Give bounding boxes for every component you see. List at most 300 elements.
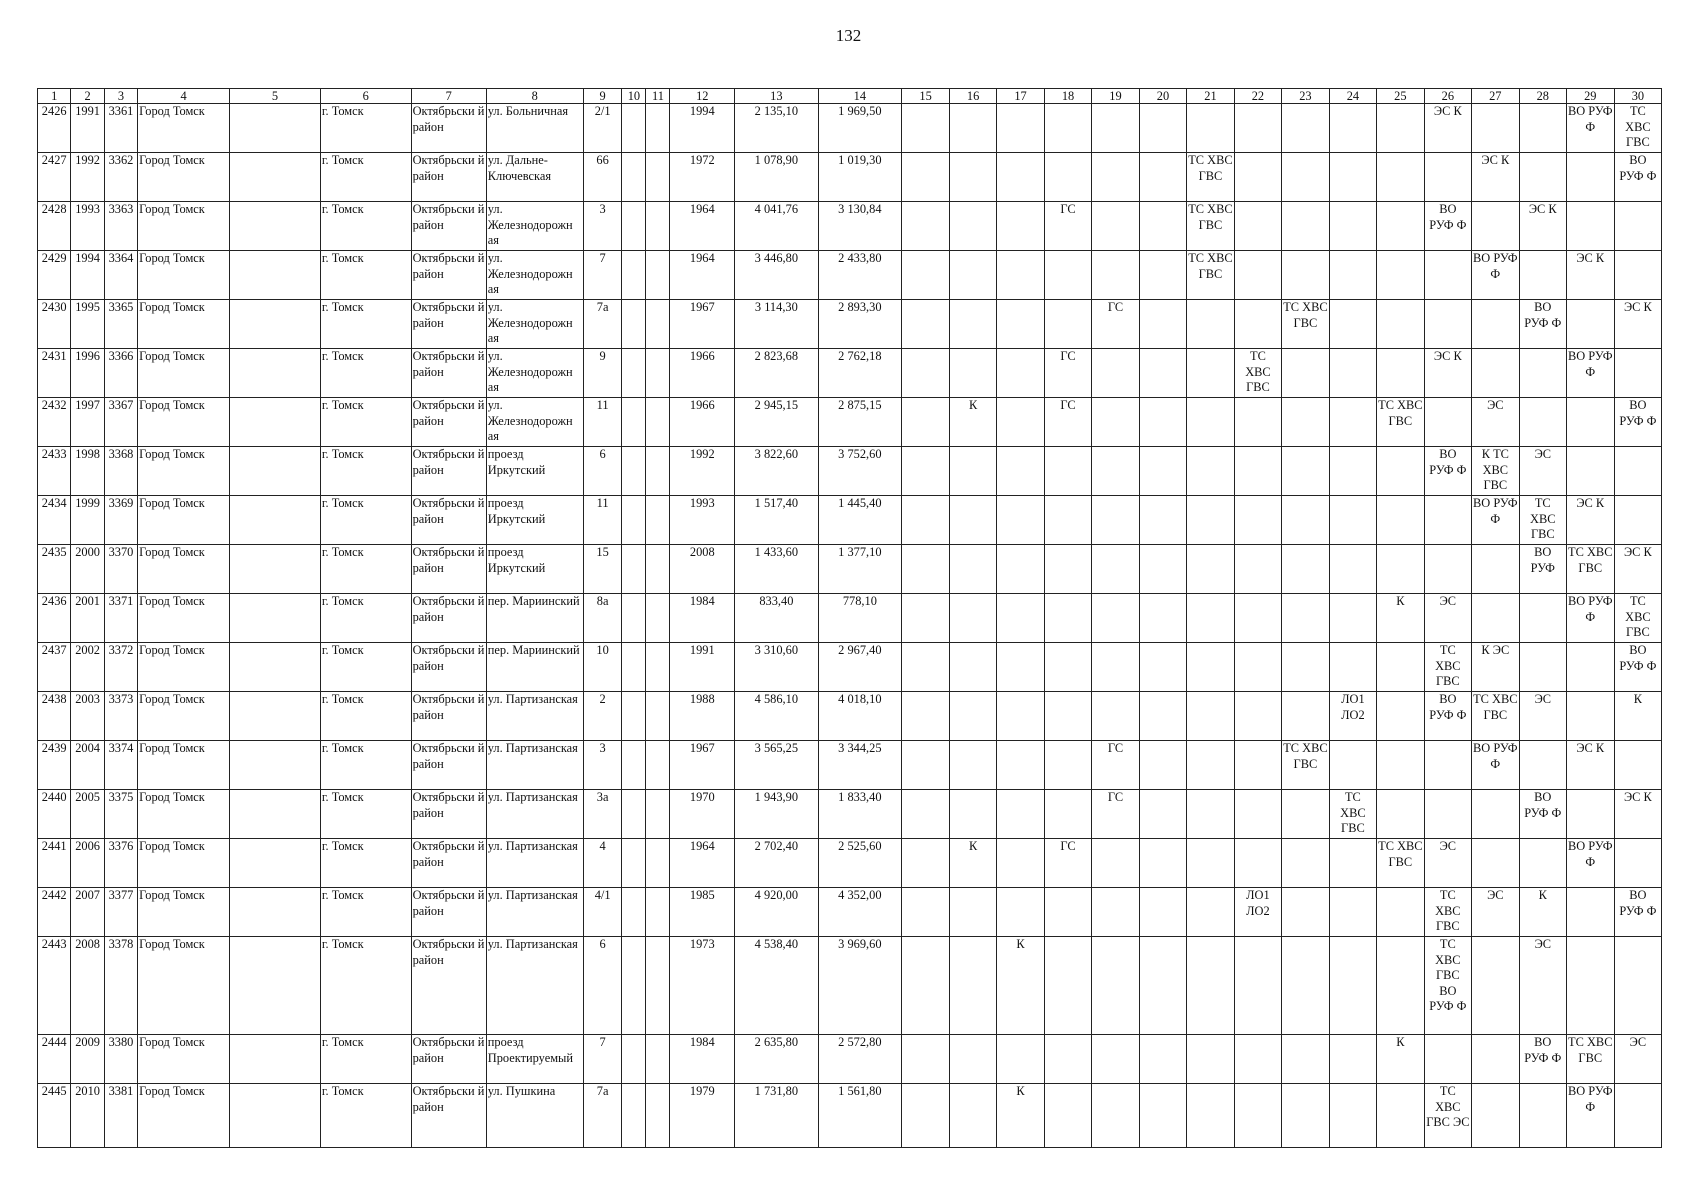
table-cell-col-14: 2 967,40 xyxy=(818,643,901,692)
table-cell-col-7: Октябрьски й район xyxy=(411,545,486,594)
table-cell-col-28 xyxy=(1519,1084,1566,1148)
table-cell-col-7: Октябрьски й район xyxy=(411,300,486,349)
table-cell-col-4: Город Томск xyxy=(138,300,230,349)
table-cell-col-20 xyxy=(1140,937,1187,1035)
table-cell-col-1: 2426 xyxy=(38,104,71,153)
table-cell-col-17 xyxy=(997,741,1045,790)
table-cell-col-29 xyxy=(1566,202,1614,251)
table-cell-col-9: 4/1 xyxy=(583,888,622,937)
table-cell-col-14: 1 833,40 xyxy=(818,790,901,839)
table-cell-col-5 xyxy=(230,447,321,496)
table-cell-col-10 xyxy=(622,741,646,790)
table-cell-col-26: ЭС К xyxy=(1424,104,1471,153)
table-cell-col-6: г. Томск xyxy=(320,790,411,839)
table-cell-col-13: 3 822,60 xyxy=(735,447,818,496)
table-cell-col-16 xyxy=(950,202,997,251)
table-cell-col-11 xyxy=(646,496,670,545)
table-cell-col-2: 1994 xyxy=(71,251,104,300)
table-cell-col-27 xyxy=(1471,202,1519,251)
table-cell-col-24 xyxy=(1329,888,1376,937)
table-cell-col-7: Октябрьски й район xyxy=(411,104,486,153)
column-number-row xyxy=(38,89,1662,104)
table-cell-col-26: ЭС xyxy=(1424,839,1471,888)
table-cell-col-15 xyxy=(902,398,950,447)
table-cell-col-30: ЭС К xyxy=(1614,790,1661,839)
table-cell-col-30 xyxy=(1614,447,1661,496)
table-cell-col-30: ЭС xyxy=(1614,1035,1661,1084)
table-cell-col-27 xyxy=(1471,839,1519,888)
table-cell-col-29 xyxy=(1566,888,1614,937)
table-cell-col-12: 1967 xyxy=(670,741,735,790)
table-cell-col-3: 3372 xyxy=(104,643,137,692)
table-cell-col-24 xyxy=(1329,545,1376,594)
table-row xyxy=(38,1084,1662,1148)
table-cell-col-26 xyxy=(1424,251,1471,300)
table-cell-col-5 xyxy=(230,937,321,1035)
column-header-11: 11 xyxy=(646,89,670,104)
table-cell-col-29 xyxy=(1566,300,1614,349)
table-cell-col-9: 7 xyxy=(583,1035,622,1084)
table-cell-col-9: 7а xyxy=(583,300,622,349)
table-cell-col-4: Город Томск xyxy=(138,1084,230,1148)
table-cell-col-4: Город Томск xyxy=(138,692,230,741)
table-cell-col-29 xyxy=(1566,398,1614,447)
table-cell-col-30: ТС ХВС ГВС xyxy=(1614,104,1661,153)
table-cell-col-22 xyxy=(1234,447,1281,496)
table-row xyxy=(38,447,1662,496)
table-cell-col-30: ВО РУФ Ф xyxy=(1614,888,1661,937)
table-cell-col-21 xyxy=(1186,349,1234,398)
table-cell-col-11 xyxy=(646,839,670,888)
table-cell-col-3: 3371 xyxy=(104,594,137,643)
column-header-18: 18 xyxy=(1045,89,1092,104)
table-cell-col-13: 2 945,15 xyxy=(735,398,818,447)
table-cell-col-5 xyxy=(230,349,321,398)
table-cell-col-14: 4 018,10 xyxy=(818,692,901,741)
table-cell-col-9: 2/1 xyxy=(583,104,622,153)
table-cell-col-10 xyxy=(622,349,646,398)
table-cell-col-11 xyxy=(646,153,670,202)
table-cell-col-7: Октябрьски й район xyxy=(411,888,486,937)
table-cell-col-20 xyxy=(1140,888,1187,937)
table-cell-col-2: 1995 xyxy=(71,300,104,349)
table-cell-col-25 xyxy=(1376,888,1424,937)
column-header-22: 22 xyxy=(1234,89,1281,104)
table-cell-col-27 xyxy=(1471,1084,1519,1148)
table-cell-col-28 xyxy=(1519,251,1566,300)
table-cell-col-16 xyxy=(950,692,997,741)
table-cell-col-5 xyxy=(230,153,321,202)
table-cell-col-11 xyxy=(646,594,670,643)
table-cell-col-26: ЭС xyxy=(1424,594,1471,643)
table-cell-col-18 xyxy=(1045,1084,1092,1148)
table-cell-col-12: 1994 xyxy=(670,104,735,153)
table-cell-col-13: 1 078,90 xyxy=(735,153,818,202)
table-row xyxy=(38,202,1662,251)
table-cell-col-2: 1993 xyxy=(71,202,104,251)
table-cell-col-23: ТС ХВС ГВС xyxy=(1281,300,1329,349)
table-cell-col-6: г. Томск xyxy=(320,741,411,790)
table-cell-col-1: 2438 xyxy=(38,692,71,741)
table-cell-col-8: ул. Железнодорожн ая xyxy=(486,349,583,398)
table-cell-col-7: Октябрьски й район xyxy=(411,153,486,202)
table-cell-col-9: 3а xyxy=(583,790,622,839)
table-cell-col-18: ГС xyxy=(1045,839,1092,888)
table-cell-col-23 xyxy=(1281,545,1329,594)
table-cell-col-27 xyxy=(1471,545,1519,594)
table-cell-col-20 xyxy=(1140,594,1187,643)
table-cell-col-28 xyxy=(1519,398,1566,447)
table-cell-col-14: 1 019,30 xyxy=(818,153,901,202)
table-cell-col-4: Город Томск xyxy=(138,888,230,937)
table-cell-col-24 xyxy=(1329,937,1376,1035)
table-cell-col-12: 1992 xyxy=(670,447,735,496)
table-cell-col-18 xyxy=(1045,937,1092,1035)
table-cell-col-5 xyxy=(230,1084,321,1148)
table-cell-col-6: г. Томск xyxy=(320,545,411,594)
table-cell-col-2: 2000 xyxy=(71,545,104,594)
table-cell-col-4: Город Томск xyxy=(138,790,230,839)
table-cell-col-8: пер. Мариинский xyxy=(486,594,583,643)
table-cell-col-28 xyxy=(1519,594,1566,643)
table-cell-col-4: Город Томск xyxy=(138,545,230,594)
table-cell-col-4: Город Томск xyxy=(138,398,230,447)
table-row xyxy=(38,594,1662,643)
table-cell-col-20 xyxy=(1140,545,1187,594)
housing-table xyxy=(37,88,1662,1148)
column-header-16: 16 xyxy=(950,89,997,104)
table-cell-col-7: Октябрьски й район xyxy=(411,1084,486,1148)
table-cell-col-3: 3378 xyxy=(104,937,137,1035)
table-cell-col-23 xyxy=(1281,447,1329,496)
table-cell-col-6: г. Томск xyxy=(320,1084,411,1148)
table-cell-col-7: Октябрьски й район xyxy=(411,447,486,496)
table-cell-col-4: Город Томск xyxy=(138,447,230,496)
table-cell-col-19 xyxy=(1092,692,1140,741)
column-header-25: 25 xyxy=(1376,89,1424,104)
table-row xyxy=(38,741,1662,790)
table-cell-col-25 xyxy=(1376,545,1424,594)
table-cell-col-24 xyxy=(1329,496,1376,545)
table-cell-col-11 xyxy=(646,888,670,937)
table-cell-col-19 xyxy=(1092,496,1140,545)
table-cell-col-11 xyxy=(646,202,670,251)
table-cell-col-19: ГС xyxy=(1092,300,1140,349)
table-cell-col-19 xyxy=(1092,447,1140,496)
table-cell-col-15 xyxy=(902,594,950,643)
table-cell-col-18 xyxy=(1045,888,1092,937)
table-cell-col-22 xyxy=(1234,937,1281,1035)
table-cell-col-17 xyxy=(997,153,1045,202)
table-cell-col-26 xyxy=(1424,741,1471,790)
table-cell-col-23 xyxy=(1281,349,1329,398)
table-cell-col-3: 3375 xyxy=(104,790,137,839)
table-cell-col-18 xyxy=(1045,594,1092,643)
table-cell-col-23: ТС ХВС ГВС xyxy=(1281,741,1329,790)
table-cell-col-11 xyxy=(646,349,670,398)
table-cell-col-16 xyxy=(950,104,997,153)
table-cell-col-28: ЭС xyxy=(1519,937,1566,1035)
table-cell-col-14: 2 762,18 xyxy=(818,349,901,398)
table-cell-col-5 xyxy=(230,790,321,839)
table-cell-col-8: ул. Железнодорожн ая xyxy=(486,300,583,349)
table-cell-col-19 xyxy=(1092,1084,1140,1148)
table-cell-col-12: 1966 xyxy=(670,398,735,447)
table-cell-col-1: 2435 xyxy=(38,545,71,594)
table-cell-col-18 xyxy=(1045,251,1092,300)
table-cell-col-14: 2 433,80 xyxy=(818,251,901,300)
table-cell-col-8: ул. Партизанская xyxy=(486,888,583,937)
table-cell-col-30 xyxy=(1614,741,1661,790)
table-cell-col-2: 1992 xyxy=(71,153,104,202)
table-cell-col-11 xyxy=(646,790,670,839)
table-cell-col-17 xyxy=(997,839,1045,888)
table-cell-col-16 xyxy=(950,741,997,790)
table-cell-col-7: Октябрьски й район xyxy=(411,251,486,300)
table-cell-col-7: Октябрьски й район xyxy=(411,937,486,1035)
table-cell-col-23 xyxy=(1281,153,1329,202)
table-cell-col-22 xyxy=(1234,153,1281,202)
table-cell-col-6: г. Томск xyxy=(320,839,411,888)
table-cell-col-8: проезд Иркутский xyxy=(486,447,583,496)
table-cell-col-29 xyxy=(1566,692,1614,741)
table-cell-col-18: ГС xyxy=(1045,202,1092,251)
table-cell-col-14: 2 525,60 xyxy=(818,839,901,888)
table-cell-col-8: ул. Дальне-Ключевская xyxy=(486,153,583,202)
table-cell-col-8: ул. Пушкина xyxy=(486,1084,583,1148)
table-cell-col-12: 1967 xyxy=(670,300,735,349)
table-cell-col-15 xyxy=(902,692,950,741)
table-cell-col-14: 3 969,60 xyxy=(818,937,901,1035)
table-cell-col-16 xyxy=(950,349,997,398)
table-cell-col-30: ВО РУФ Ф xyxy=(1614,153,1661,202)
table-cell-col-25 xyxy=(1376,496,1424,545)
table-cell-col-25 xyxy=(1376,447,1424,496)
table-cell-col-4: Город Томск xyxy=(138,104,230,153)
table-cell-col-22 xyxy=(1234,643,1281,692)
table-cell-col-30 xyxy=(1614,251,1661,300)
table-cell-col-29 xyxy=(1566,153,1614,202)
table-cell-col-13: 1 943,90 xyxy=(735,790,818,839)
table-cell-col-10 xyxy=(622,300,646,349)
table-cell-col-30 xyxy=(1614,1084,1661,1148)
table-cell-col-22 xyxy=(1234,251,1281,300)
table-cell-col-15 xyxy=(902,300,950,349)
table-cell-col-21 xyxy=(1186,937,1234,1035)
table-cell-col-4: Город Томск xyxy=(138,153,230,202)
table-cell-col-3: 3365 xyxy=(104,300,137,349)
table-cell-col-2: 2009 xyxy=(71,1035,104,1084)
table-cell-col-29: ВО РУФ Ф xyxy=(1566,104,1614,153)
table-cell-col-27 xyxy=(1471,594,1519,643)
table-cell-col-4: Город Томск xyxy=(138,202,230,251)
column-header-15: 15 xyxy=(902,89,950,104)
table-cell-col-20 xyxy=(1140,1084,1187,1148)
table-cell-col-19: ГС xyxy=(1092,741,1140,790)
table-cell-col-28: ЭС xyxy=(1519,447,1566,496)
table-cell-col-7: Октябрьски й район xyxy=(411,398,486,447)
table-cell-col-29: ЭС К xyxy=(1566,496,1614,545)
table-cell-col-12: 1973 xyxy=(670,937,735,1035)
table-cell-col-14: 2 572,80 xyxy=(818,1035,901,1084)
table-cell-col-4: Город Томск xyxy=(138,1035,230,1084)
table-cell-col-27 xyxy=(1471,790,1519,839)
table-cell-col-20 xyxy=(1140,104,1187,153)
table-cell-col-20 xyxy=(1140,398,1187,447)
table-cell-col-16 xyxy=(950,888,997,937)
table-cell-col-21 xyxy=(1186,1035,1234,1084)
table-cell-col-20 xyxy=(1140,153,1187,202)
table-cell-col-11 xyxy=(646,741,670,790)
table-cell-col-25: К xyxy=(1376,1035,1424,1084)
column-header-7: 7 xyxy=(411,89,486,104)
table-cell-col-12: 1984 xyxy=(670,1035,735,1084)
table-cell-col-16 xyxy=(950,251,997,300)
column-header-6: 6 xyxy=(320,89,411,104)
table-cell-col-17 xyxy=(997,888,1045,937)
table-cell-col-17 xyxy=(997,594,1045,643)
table-cell-col-4: Город Томск xyxy=(138,937,230,1035)
table-cell-col-13: 3 310,60 xyxy=(735,643,818,692)
table-cell-col-2: 2003 xyxy=(71,692,104,741)
table-cell-col-12: 1979 xyxy=(670,1084,735,1148)
table-cell-col-25: ТС ХВС ГВС xyxy=(1376,398,1424,447)
table-cell-col-22: ЛО1 ЛО2 xyxy=(1234,888,1281,937)
table-cell-col-12: 1985 xyxy=(670,888,735,937)
table-cell-col-5 xyxy=(230,496,321,545)
table-cell-col-10 xyxy=(622,496,646,545)
table-cell-col-17 xyxy=(997,349,1045,398)
table-row xyxy=(38,545,1662,594)
table-cell-col-24: ЛО1 ЛО2 xyxy=(1329,692,1376,741)
table-cell-col-8: ул. Партизанская xyxy=(486,839,583,888)
table-cell-col-26: ВО РУФ Ф xyxy=(1424,447,1471,496)
table-cell-col-22 xyxy=(1234,398,1281,447)
table-cell-col-19 xyxy=(1092,594,1140,643)
table-cell-col-25 xyxy=(1376,937,1424,1035)
table-cell-col-30 xyxy=(1614,496,1661,545)
table-cell-col-23 xyxy=(1281,839,1329,888)
table-cell-col-24: ТС ХВС ГВС xyxy=(1329,790,1376,839)
table-cell-col-21: ТС ХВС ГВС xyxy=(1186,153,1234,202)
table-cell-col-18 xyxy=(1045,790,1092,839)
table-cell-col-16 xyxy=(950,790,997,839)
table-cell-col-10 xyxy=(622,251,646,300)
table-cell-col-3: 3370 xyxy=(104,545,137,594)
table-row xyxy=(38,1035,1662,1084)
table-cell-col-19 xyxy=(1092,545,1140,594)
table-cell-col-29 xyxy=(1566,790,1614,839)
table-cell-col-5 xyxy=(230,741,321,790)
table-cell-col-12: 1970 xyxy=(670,790,735,839)
table-cell-col-11 xyxy=(646,643,670,692)
table-cell-col-5 xyxy=(230,202,321,251)
table-cell-col-2: 2001 xyxy=(71,594,104,643)
table-cell-col-19 xyxy=(1092,104,1140,153)
table-cell-col-24 xyxy=(1329,251,1376,300)
table-cell-col-18 xyxy=(1045,104,1092,153)
table-cell-col-25 xyxy=(1376,202,1424,251)
table-cell-col-1: 2431 xyxy=(38,349,71,398)
table-cell-col-20 xyxy=(1140,741,1187,790)
table-cell-col-23 xyxy=(1281,937,1329,1035)
table-cell-col-15 xyxy=(902,496,950,545)
table-cell-col-17 xyxy=(997,496,1045,545)
table-cell-col-27: ВО РУФ Ф xyxy=(1471,496,1519,545)
table-cell-col-24 xyxy=(1329,1035,1376,1084)
table-cell-col-8: проезд Иркутский xyxy=(486,496,583,545)
table-cell-col-9: 4 xyxy=(583,839,622,888)
table-cell-col-20 xyxy=(1140,496,1187,545)
table-row xyxy=(38,251,1662,300)
column-header-4: 4 xyxy=(138,89,230,104)
table-cell-col-12: 1964 xyxy=(670,202,735,251)
table-cell-col-14: 778,10 xyxy=(818,594,901,643)
table-cell-col-3: 3376 xyxy=(104,839,137,888)
table-cell-col-10 xyxy=(622,1035,646,1084)
table-cell-col-2: 1999 xyxy=(71,496,104,545)
table-cell-col-28 xyxy=(1519,349,1566,398)
table-cell-col-7: Октябрьски й район xyxy=(411,643,486,692)
table-cell-col-6: г. Томск xyxy=(320,251,411,300)
table-cell-col-30 xyxy=(1614,202,1661,251)
table-cell-col-21 xyxy=(1186,545,1234,594)
table-cell-col-13: 3 565,25 xyxy=(735,741,818,790)
table-cell-col-6: г. Томск xyxy=(320,104,411,153)
table-cell-col-1: 2440 xyxy=(38,790,71,839)
table-cell-col-6: г. Томск xyxy=(320,937,411,1035)
table-cell-col-22 xyxy=(1234,692,1281,741)
table-cell-col-23 xyxy=(1281,496,1329,545)
table-cell-col-30: ЭС К xyxy=(1614,300,1661,349)
table-cell-col-28 xyxy=(1519,153,1566,202)
table-cell-col-26: ЭС К xyxy=(1424,349,1471,398)
table-cell-col-28: ВО РУФ xyxy=(1519,545,1566,594)
table-cell-col-20 xyxy=(1140,643,1187,692)
column-header-3: 3 xyxy=(104,89,137,104)
table-cell-col-23 xyxy=(1281,1035,1329,1084)
table-cell-col-30: ТС ХВС ГВС xyxy=(1614,594,1661,643)
table-cell-col-9: 9 xyxy=(583,349,622,398)
table-cell-col-27 xyxy=(1471,300,1519,349)
table-cell-col-5 xyxy=(230,643,321,692)
table-cell-col-24 xyxy=(1329,202,1376,251)
table-cell-col-21 xyxy=(1186,741,1234,790)
table-cell-col-22 xyxy=(1234,1035,1281,1084)
table-cell-col-7: Октябрьски й район xyxy=(411,349,486,398)
table-cell-col-19 xyxy=(1092,888,1140,937)
table-cell-col-1: 2436 xyxy=(38,594,71,643)
table-cell-col-16 xyxy=(950,1035,997,1084)
table-cell-col-7: Октябрьски й район xyxy=(411,692,486,741)
table-cell-col-16 xyxy=(950,300,997,349)
table-cell-col-9: 3 xyxy=(583,741,622,790)
column-header-17: 17 xyxy=(997,89,1045,104)
table-cell-col-26 xyxy=(1424,545,1471,594)
table-cell-col-8: пер. Мариинский xyxy=(486,643,583,692)
table-cell-col-11 xyxy=(646,1084,670,1148)
table-cell-col-13: 4 586,10 xyxy=(735,692,818,741)
table-cell-col-3: 3369 xyxy=(104,496,137,545)
table-cell-col-22: ТС ХВС ГВС xyxy=(1234,349,1281,398)
table-cell-col-3: 3368 xyxy=(104,447,137,496)
table-cell-col-6: г. Томск xyxy=(320,398,411,447)
table-cell-col-27: ТС ХВС ГВС xyxy=(1471,692,1519,741)
table-cell-col-7: Октябрьски й район xyxy=(411,1035,486,1084)
table-cell-col-2: 1996 xyxy=(71,349,104,398)
table-cell-col-13: 4 041,76 xyxy=(735,202,818,251)
table-cell-col-15 xyxy=(902,790,950,839)
